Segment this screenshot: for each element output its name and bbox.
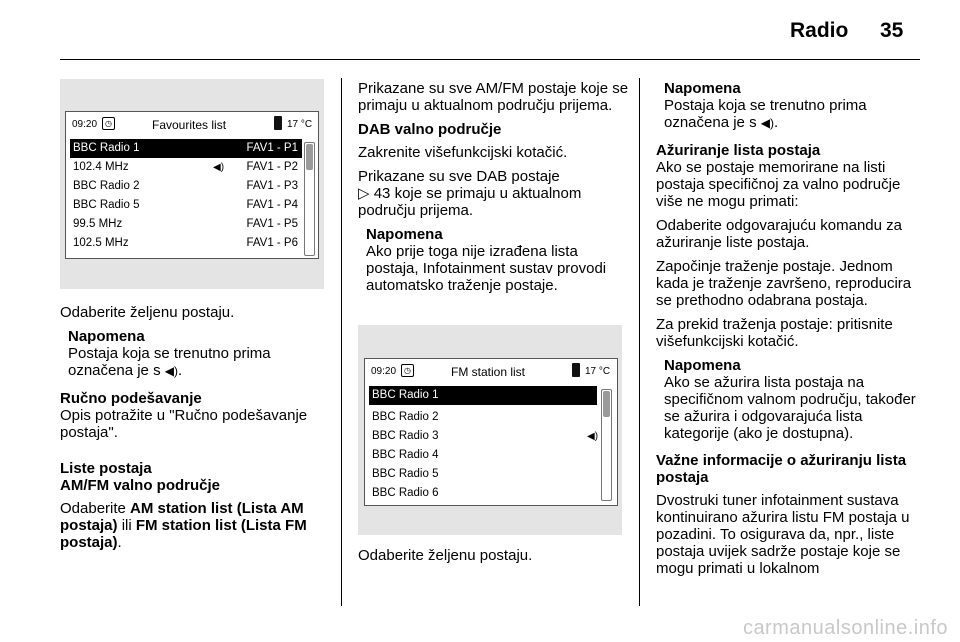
clock-icon: ◷ [401,364,414,377]
amfm-shown-text: Prikazane su sve AM/FM postaje koje se primaju u aktualnom području prijema. [358,80,629,114]
list-item[interactable]: BBC Radio 5 FAV1 - P4 [73,199,298,211]
note-heading: Napomena [664,357,741,374]
page-title: Radio [790,19,849,42]
header-rule [60,59,920,60]
manual-tuning-heading: Ručno podešavanje [60,390,202,407]
phone-icon [274,116,282,130]
update-select-text: Odaberite odgovarajuću komandu za ažuriranje liste postaja. [656,217,902,251]
update-start-text: Započinje traženje postaje. Jednom kada je traženje završeno, reproducira se prethodno odabrana postaja. [656,258,912,309]
amfm-heading: AM/FM valno područje [60,477,221,494]
screen-status-bar [365,359,617,387]
scrollbar-thumb[interactable] [306,144,313,170]
amfm-text: Odaberite AM station list (Lista AM postaja) ili FM station list (Lista FM postaja). [60,500,307,551]
list-item[interactable]: 102.4 MHz ◀) FAV1 - P2 [70,158,302,177]
screen-title: FM station list [451,365,526,379]
list-item[interactable]: BBC Radio 6 [372,487,439,499]
note-block [366,226,630,294]
favourites-list [70,139,302,253]
phone-icon [572,363,580,377]
page-number: 35 [880,19,904,42]
note-block [664,80,928,132]
column-divider-2 [639,78,640,606]
column-3 [656,80,928,584]
fm-list-screen [364,358,618,506]
list-item[interactable]: BBC Radio 3 ◀) [369,427,597,446]
screen-temperature: 17 °C [287,119,313,130]
favourites-screen [65,111,319,259]
note-text: Ako se ažurira lista postaja na specifičnom valnom području, također se ažurira i odgovarajuća lista kategorije (ako je dostupna). [664,374,916,442]
list-item[interactable]: BBC Radio 1 FAV1 - P1 [70,139,302,158]
list-scrollbar[interactable] [304,142,315,256]
screen-temperature: 17 °C [585,366,611,377]
speaker-icon: ◀) [760,116,774,130]
list-item[interactable]: BBC Radio 5 [372,468,439,480]
note-heading: Napomena [366,226,443,243]
update-lists-heading: Ažuriranje lista postaja [656,142,821,159]
update-lists-text: Ako se postaje memorirane na listi postaja specifičnoj za valno područje više ne mogu primati: [656,159,901,210]
list-scrollbar[interactable] [601,389,612,501]
screen-status-bar [66,112,318,140]
list-item[interactable]: BBC Radio 4 [372,449,439,461]
scrollbar-thumb[interactable] [603,391,610,417]
page-header [0,0,960,60]
list-item[interactable]: BBC Radio 2 FAV1 - P3 [73,180,298,192]
dab-shown-text: Prikazane su sve DAB postaje ▷ 43 koje se primaju u aktualnom području prijema. [358,168,582,219]
fm-list-screen-panel [358,325,622,535]
screen-title: Favourites list [152,118,227,132]
list-item[interactable]: 102.5 MHz FAV1 - P6 [73,237,298,249]
select-station-text: Odaberite željenu postaju. [358,547,533,564]
screen-time: 09:20 [72,119,98,130]
page-ref-arrow-icon: ▷ [358,185,370,202]
note-text: Ako prije toga nije izrađena lista postaja, Infotainment sustav provodi automatsko traženje postaje. [366,243,607,294]
list-item[interactable]: 99.5 MHz FAV1 - P5 [73,218,298,230]
speaker-icon: ◀) [164,364,178,378]
fm-station-list [369,386,597,503]
list-item[interactable]: BBC Radio 1 [369,386,597,405]
list-item[interactable]: BBC Radio 2 [372,411,439,423]
note-heading: Napomena [68,328,145,345]
speaker-icon: ◀) [213,162,225,173]
manual-tuning-text: Opis potražite u "Ručno podešavanje postaja". [60,407,308,441]
screen-time: 09:20 [371,366,397,377]
important-info-heading: Važne informacije o ažuriranju lista postaja [656,452,907,486]
column-divider-1 [341,78,342,606]
note-block [664,357,928,442]
note-text: Postaja koja se trenutno prima označena je s ◀). [68,345,271,379]
update-cancel-text: Za prekid traženja postaje: pritisnite višefunkcijski kotačić. [656,316,893,350]
note-heading: Napomena [664,80,741,97]
dab-heading: DAB valno područje [358,121,502,138]
speaker-icon: ◀) [587,431,599,442]
watermark: carmanualsonline.info [742,617,948,639]
column-1 [60,304,332,558]
column-2 [358,80,630,304]
clock-icon: ◷ [102,117,115,130]
column-2-bottom [358,547,630,571]
note-text: Postaja koja se trenutno prima označena je s ◀). [664,97,867,131]
important-info-text: Dvostruki tuner infotainment sustava kontinuirano ažurira listu FM postaja u pozadini. To osigurava da, npr., liste postaja uvijek sadrže postaje koje se mogu primati u lokalnom [656,492,910,577]
note-block [68,328,332,380]
select-station-text: Odaberite željenu postaju. [60,304,235,321]
station-lists-heading: Liste postaja [60,460,152,477]
favourites-screen-panel [60,79,324,289]
dab-turn-text: Zakrenite višefunkcijski kotačić. [358,144,568,161]
